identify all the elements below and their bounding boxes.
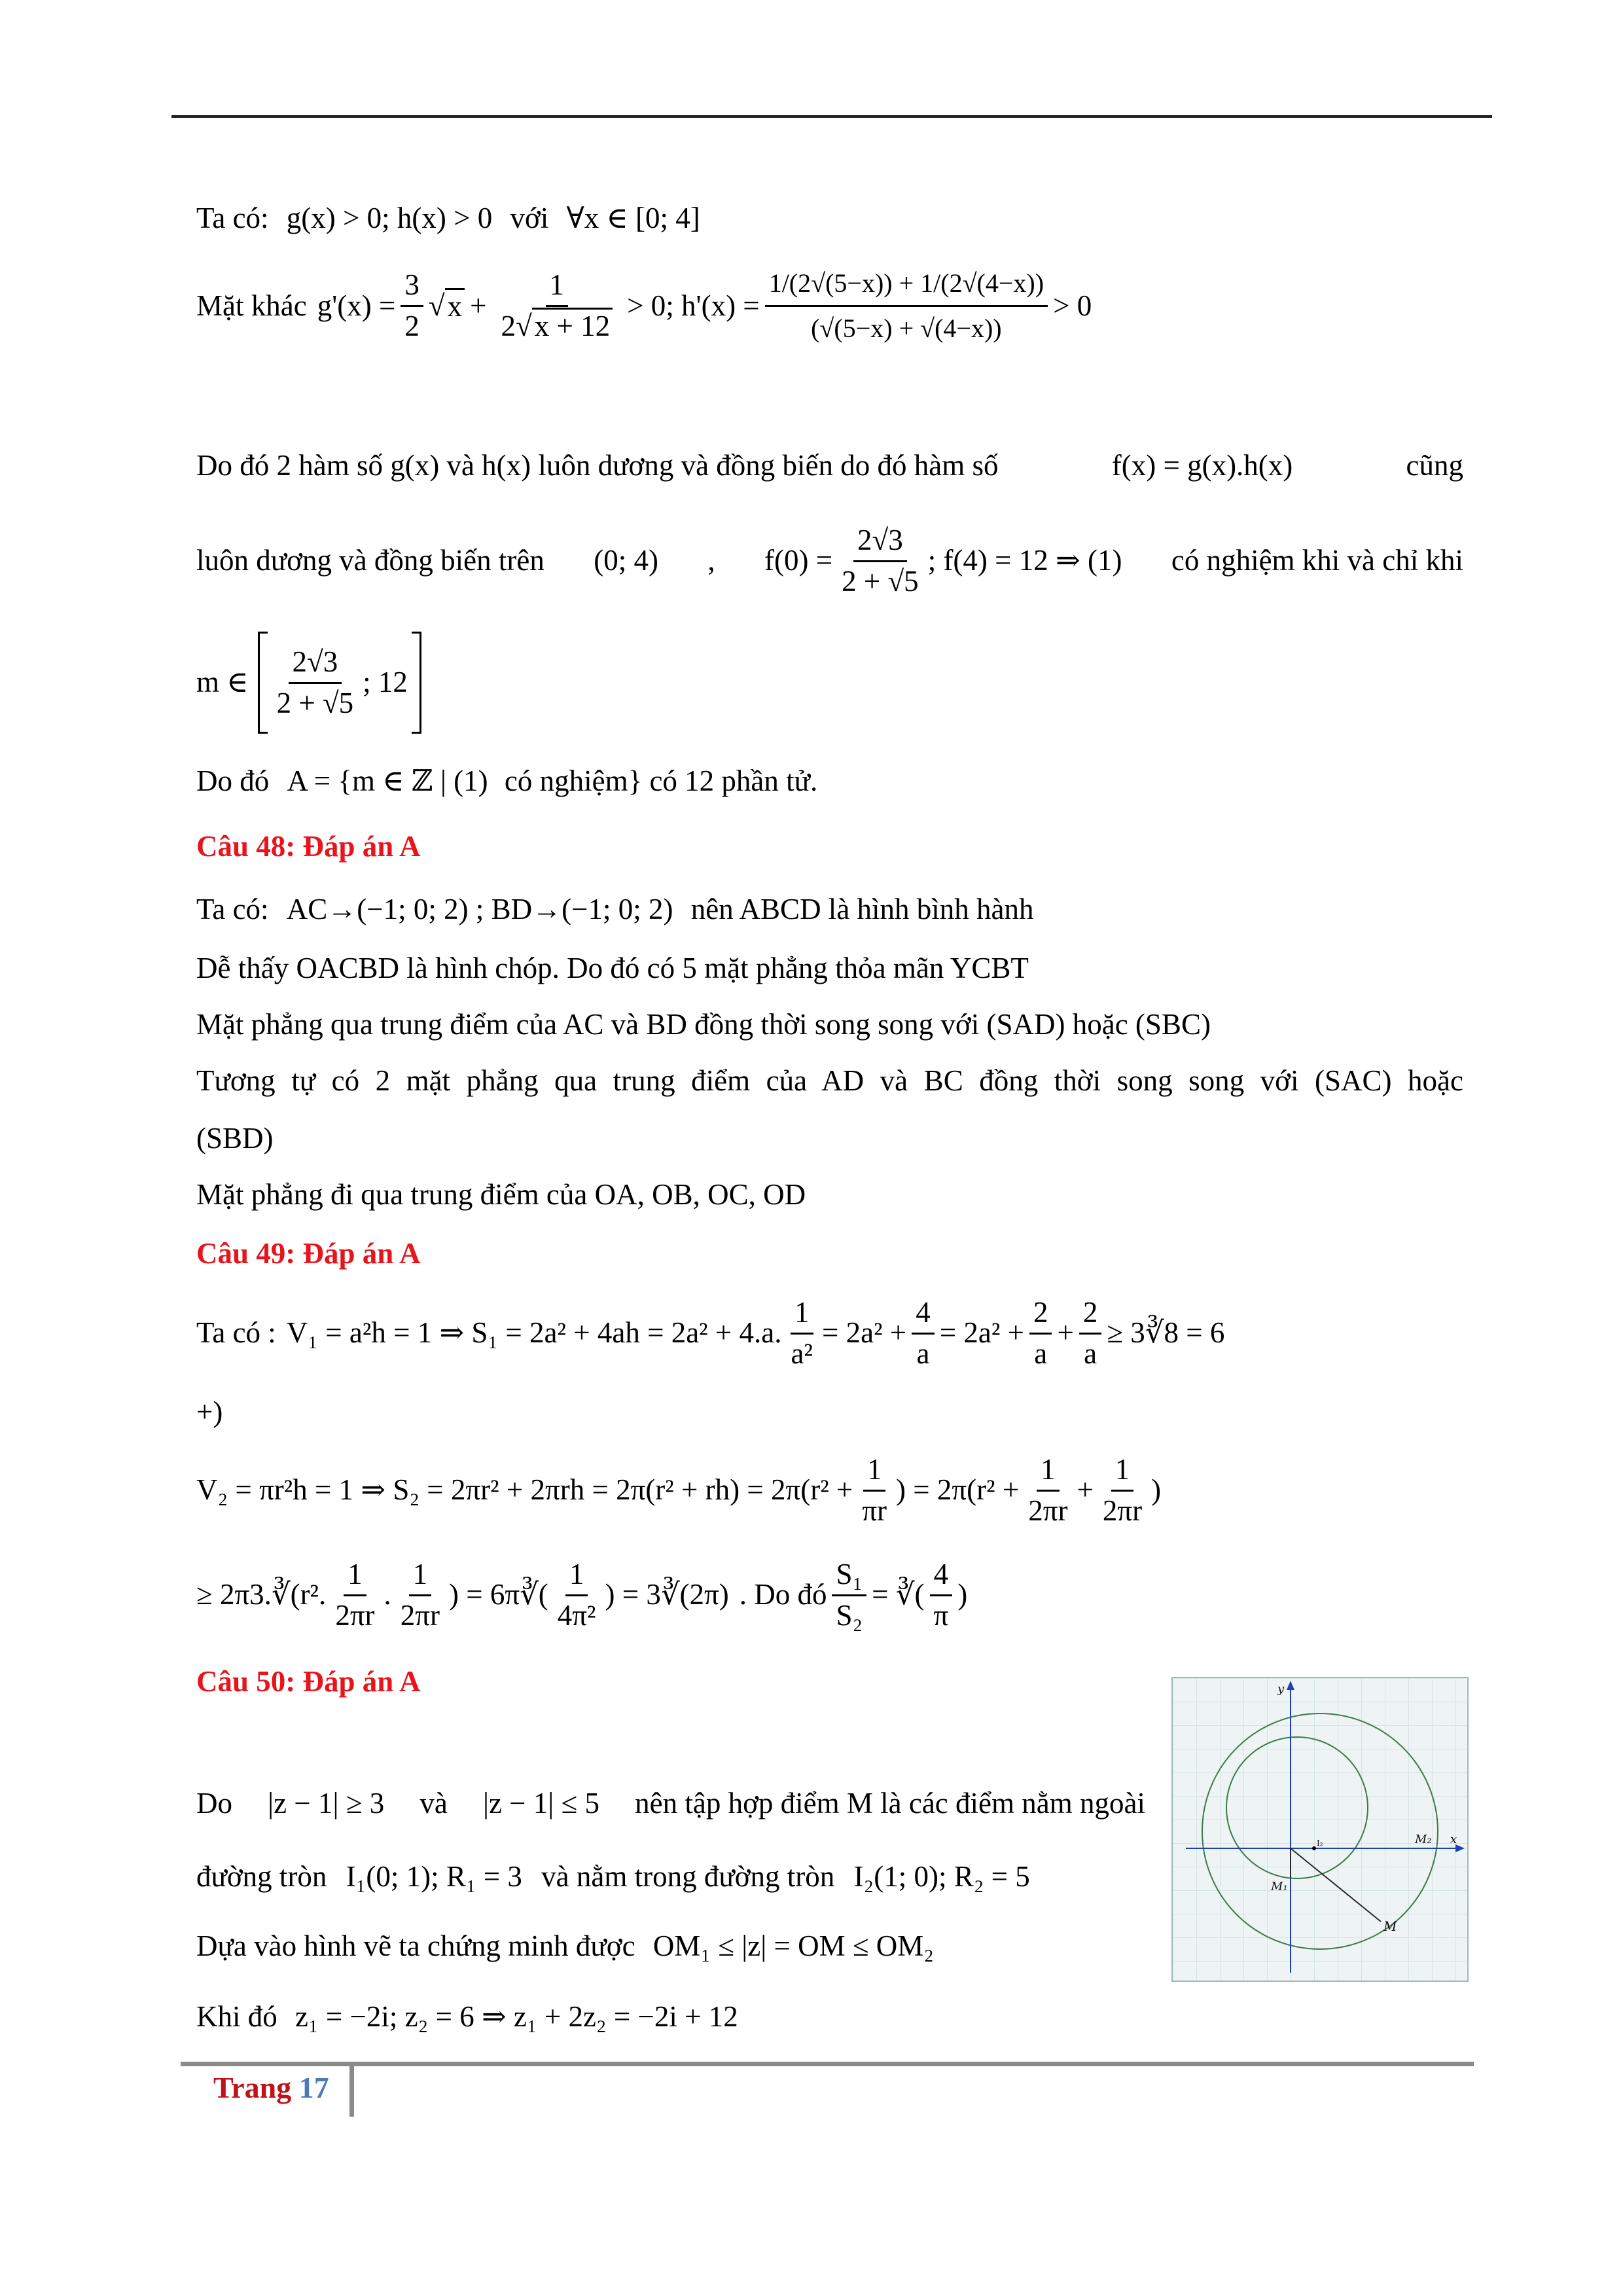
fraction-denominator: a	[916, 1336, 930, 1370]
text-span: Do đó 2 hàm số g(x) và h(x) luôn dương và đồng biến do đó hàm số	[196, 449, 999, 482]
math-inline: ) = 2π(r² +	[896, 1473, 1020, 1507]
fraction-denominator: S₂	[836, 1598, 863, 1632]
fraction	[273, 645, 358, 721]
text-span: và	[419, 1787, 448, 1820]
fraction-denominator: 2	[404, 310, 419, 342]
text-span: . Do đó	[739, 1578, 827, 1611]
math-inline: ) = 6π∛(	[449, 1578, 548, 1611]
q49-line-4	[196, 1558, 967, 1633]
text-line-2	[196, 268, 1092, 344]
text-line-4	[196, 524, 1463, 599]
math-inline: |z − 1| ≤ 5	[482, 1787, 600, 1820]
fraction-numerator: 1	[409, 1558, 432, 1596]
fraction	[401, 268, 423, 344]
text-line-1	[196, 202, 700, 236]
fraction-numerator: 1	[1111, 1453, 1134, 1492]
fraction	[765, 268, 1048, 344]
fraction-numerator: 1	[565, 1558, 588, 1596]
fraction-denominator: 2 + √5	[842, 564, 919, 598]
math-inline: g(x) > 0; h(x) > 0	[286, 202, 493, 234]
math-group	[764, 524, 1122, 599]
math-inline: OM₁ ≤ |z| = OM ≤ OM₂	[652, 1929, 934, 1962]
label-m: M	[1383, 1918, 1397, 1934]
label-x: x	[1450, 1833, 1457, 1846]
text-span: Ta có:	[196, 893, 269, 925]
math-inline: = 2a² +	[939, 1316, 1024, 1350]
text-span: ,	[707, 544, 715, 577]
math-inline: V₁ = a²h = 1 ⇒ S₁ = 2a² + 4ah = 2a² + 4.a.	[286, 1316, 782, 1350]
fraction	[497, 268, 617, 344]
fraction-denominator: 2 + √5	[276, 686, 354, 719]
q48-line-4: Tương tự có 2 mặt phẳng qua trung điểm của AD và BC đồng thời song song với (SAC) hoặc	[196, 1064, 1463, 1097]
text-span: Dựa vào hình vẽ ta chứng minh được	[196, 1929, 635, 1962]
math-inline: ; f(4) = 12 ⇒ (1)	[927, 544, 1122, 577]
fraction-denominator: 2√x + 12	[497, 307, 617, 344]
fraction	[397, 1558, 444, 1633]
text-line-3	[196, 449, 1463, 483]
question-49-heading: Câu 49: Đáp án A	[196, 1237, 421, 1270]
math-inline: |z − 1| ≥ 3	[268, 1787, 385, 1820]
fraction-denominator: 4π²	[557, 1598, 596, 1632]
fraction	[858, 1453, 891, 1528]
math-inline: ∀x ∈ [0; 4]	[566, 202, 700, 234]
fraction-numerator: 1	[344, 1558, 366, 1596]
math-inline: .	[383, 1578, 391, 1611]
math-inline: ; 12	[363, 666, 408, 699]
sqrt-radicand: x + 12	[532, 308, 613, 342]
sqrt-symbol: √	[428, 289, 445, 322]
text-span: nên ABCD là hình bình hành	[690, 893, 1034, 925]
label-m2: M₂	[1415, 1833, 1432, 1846]
q49-line-2: +)	[196, 1395, 223, 1428]
header-rule	[171, 115, 1492, 118]
math-inline: f(x) = g(x).h(x)	[1111, 449, 1293, 482]
circle-diagram-svg	[1173, 1678, 1467, 1981]
label-y: y	[1277, 1682, 1285, 1696]
math-inline: V₂ = πr²h = 1 ⇒ S₂ = 2πr² + 2πrh = 2π(r² + rh) = 2π(r² +	[196, 1473, 853, 1507]
fraction-numerator: 1	[791, 1296, 813, 1335]
q48-line-3: Mặt phẳng qua trung điểm của AC và BD đồng thời song song với (SAD) hoặc (SBC)	[196, 1008, 1211, 1041]
page-label: Trang	[213, 2071, 292, 2104]
fraction-numerator: S₁	[832, 1558, 866, 1596]
fraction	[1099, 1453, 1146, 1528]
fraction-denominator: a	[1084, 1336, 1097, 1370]
fraction-numerator: 4	[912, 1296, 935, 1335]
fraction	[554, 1558, 600, 1633]
coefficient: 2	[501, 310, 516, 342]
text-span: Ta có:	[196, 202, 269, 234]
fraction	[832, 1558, 866, 1633]
label-m1: M₁	[1271, 1880, 1288, 1893]
fraction	[912, 1296, 935, 1371]
text-span: với	[510, 202, 549, 234]
math-inline: = 2a² +	[821, 1316, 907, 1350]
q50-line-2	[196, 1860, 1030, 1894]
q48-line-5: (SBD)	[196, 1122, 274, 1155]
fraction-denominator: a	[1034, 1336, 1048, 1370]
math-inline: AC→(−1; 0; 2) ; BD→(−1; 0; 2)	[286, 893, 673, 925]
fraction-denominator: 2πr	[335, 1598, 375, 1632]
fraction-numerator: 2	[1079, 1296, 1102, 1335]
text-span: nên tập hợp điểm M là các điểm nằm ngoài	[635, 1787, 1145, 1820]
math-inline: )	[1151, 1473, 1162, 1507]
fraction	[1029, 1296, 1052, 1371]
right-bracket	[412, 632, 421, 734]
page-number	[213, 2070, 329, 2105]
label-i: I₂	[1317, 1839, 1323, 1848]
page-number-value: 17	[298, 2071, 329, 2104]
math-inline: ≥ 3∛8 = 6	[1107, 1316, 1225, 1350]
fraction-denominator: 2πr	[400, 1598, 440, 1632]
math-inline: (0; 4)	[594, 544, 658, 577]
text-span: và nằm trong đường tròn	[541, 1860, 835, 1893]
fraction-denominator: 2πr	[1028, 1494, 1068, 1527]
fraction-numerator: 1	[546, 268, 569, 307]
text-span: có nghiệm khi và chỉ khi	[1171, 544, 1463, 577]
math-inline: g'(x) =	[317, 289, 396, 322]
fraction-numerator: 2√3	[289, 645, 342, 684]
fraction	[787, 1296, 817, 1371]
fraction-denominator: πr	[862, 1494, 887, 1527]
math-inline: ≥ 2π3.∛(r².	[196, 1578, 327, 1611]
fraction-numerator: 1	[1037, 1453, 1060, 1492]
math-inline: f(0) =	[764, 544, 833, 577]
grid-background	[1173, 1678, 1467, 1981]
fraction	[1024, 1453, 1071, 1528]
text-span: cũng	[1406, 449, 1463, 482]
fraction-denominator: π	[933, 1598, 949, 1632]
fraction-numerator: 3	[401, 268, 423, 307]
fraction-numerator: 1	[863, 1453, 886, 1492]
text-span: Khi đó	[196, 2000, 277, 2033]
fraction-denominator: (√(5−x) + √(4−x))	[811, 314, 1002, 343]
question-50-heading: Câu 50: Đáp án A	[196, 1665, 421, 1698]
center-point	[1312, 1846, 1316, 1850]
footer-rule	[181, 2062, 1474, 2066]
fraction	[929, 1558, 952, 1633]
left-bracket	[258, 632, 268, 734]
math-inline: ) = 3∛(2π)	[605, 1578, 729, 1611]
math-inline: I₁(0; 1); R₁ = 3	[346, 1860, 522, 1893]
text-span: Ta có :	[196, 1316, 276, 1350]
question-48-heading: Câu 48: Đáp án A	[196, 830, 421, 863]
math-inline: I₂(1; 0); R₂ = 5	[853, 1860, 1030, 1893]
text-line-6	[196, 764, 817, 798]
sqrt-radicand: x	[445, 288, 465, 324]
q50-line-1	[196, 1787, 1145, 1821]
math-inline: m ∈	[196, 666, 249, 699]
text-line-5	[196, 632, 421, 734]
q48-line-2: Dễ thấy OACBD là hình chóp. Do đó có 5 mặt phẳng thỏa mãn YCBT	[196, 952, 1029, 984]
plus-sign: +	[1057, 1316, 1074, 1350]
q50-line-3	[196, 1929, 934, 1964]
fraction-denominator: a²	[791, 1336, 813, 1370]
text-span: Do	[196, 1787, 232, 1820]
plus-sign: +	[470, 289, 487, 322]
math-inline: > 0; h'(x) =	[627, 289, 760, 322]
math-inline: A = {m ∈ ℤ | (1)	[287, 764, 488, 797]
text-span: luôn dương và đồng biến trên	[196, 544, 544, 577]
q48-line-6: Mặt phẳng đi qua trung điểm của OA, OB, OC, OD	[196, 1178, 806, 1211]
fraction-numerator: 4	[930, 1558, 953, 1596]
q49-line-1	[196, 1296, 1224, 1371]
fraction	[1079, 1296, 1102, 1371]
math-inline: > 0	[1053, 289, 1092, 322]
text-span: Mặt khác	[196, 289, 307, 322]
fraction-numerator: 1/(2√(5−x)) + 1/(2√(4−x))	[765, 268, 1048, 307]
q50-line-4	[196, 2000, 738, 2034]
text-span: có nghiệm} có 12 phần tử.	[504, 764, 818, 797]
math-inline: = ∛(	[872, 1578, 925, 1611]
fraction-denominator: 2πr	[1102, 1494, 1143, 1527]
footer-divider	[349, 2064, 354, 2117]
fraction-numerator: 2	[1029, 1296, 1052, 1335]
plus-sign: +	[1077, 1473, 1094, 1507]
math-inline: )	[957, 1578, 968, 1611]
fraction	[331, 1558, 378, 1633]
text-span: Do đó	[196, 764, 270, 797]
q49-line-3	[196, 1453, 1161, 1528]
fraction-numerator: 2√3	[853, 524, 907, 562]
math-inline: z₁ = −2i; z₂ = 6 ⇒ z₁ + 2z₂ = −2i + 12	[295, 2000, 738, 2033]
circle-diagram	[1171, 1677, 1469, 1982]
fraction	[838, 524, 923, 599]
text-span: đường tròn	[196, 1860, 327, 1893]
q48-line-1	[196, 893, 1034, 927]
